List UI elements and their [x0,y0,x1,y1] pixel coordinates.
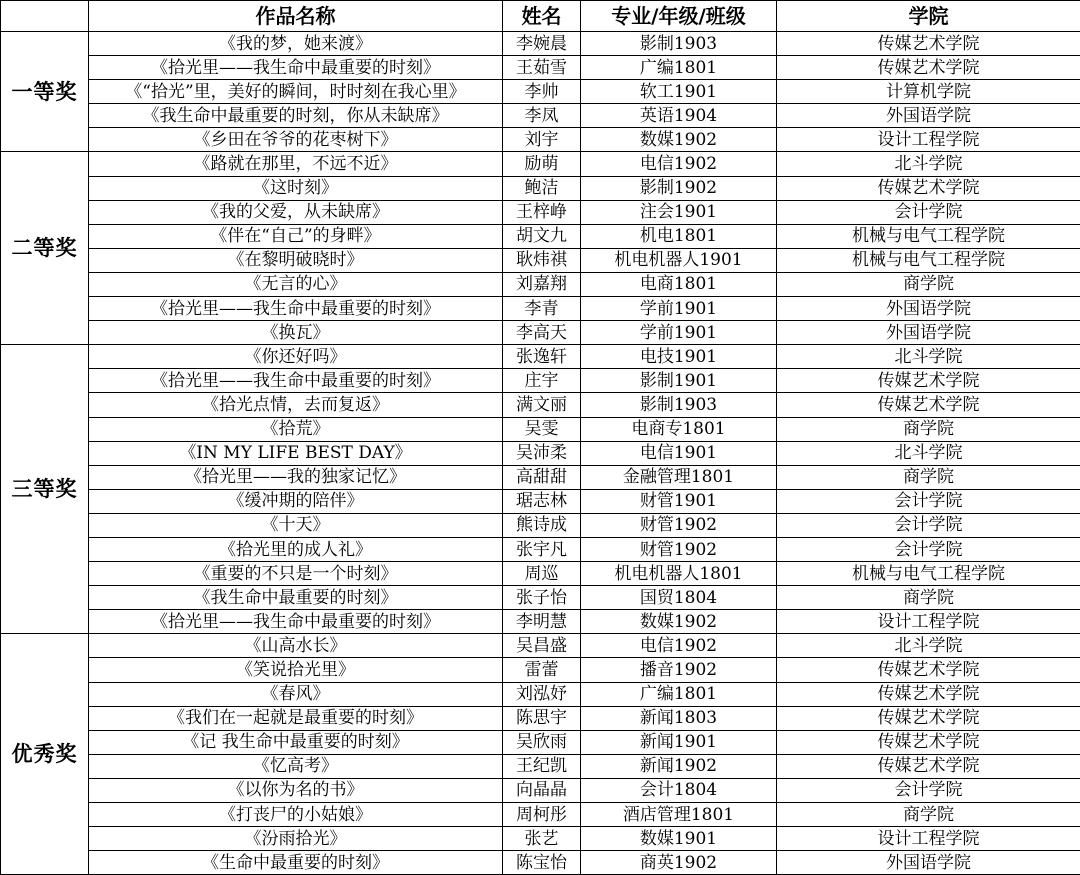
work-title-cell: 《拾光里——我生命中最重要的时刻》 [89,610,503,634]
table-row [1,682,1080,706]
work-title-cell: 《你还好吗》 [89,345,503,369]
work-title-cell: 《拾光里——我的独家记忆》 [89,465,503,489]
class-cell: 商英1902 [581,851,777,875]
work-title-cell: 《我的父爱，从未缺席》 [89,200,503,224]
class-cell: 电信1902 [581,152,777,176]
work-title-cell: 《“拾光”里，美好的瞬间，时时刻在我心里》 [89,80,503,104]
work-title-cell: 《在黎明破晓时》 [89,248,503,272]
table-row [1,513,1080,537]
class-cell: 金融管理1801 [581,465,777,489]
table-row [1,610,1080,634]
author-name-cell: 李帅 [503,80,581,104]
author-name-cell: 高甜甜 [503,465,581,489]
college-cell: 商学院 [777,803,1080,827]
table-row [1,851,1080,875]
table-row [1,200,1080,224]
table-row [1,489,1080,513]
class-cell: 影制1901 [581,369,777,393]
table-row [1,562,1080,586]
class-cell: 影制1903 [581,393,777,417]
table-row [1,778,1080,802]
college-cell: 会计学院 [777,537,1080,561]
college-cell: 传媒艺术学院 [777,56,1080,80]
class-cell: 广编1801 [581,56,777,80]
college-cell: 外国语学院 [777,851,1080,875]
table-row [1,369,1080,393]
header-prize-blank [1,1,89,32]
table-row [1,706,1080,730]
table-row [1,152,1080,176]
author-name-cell: 耿炜祺 [503,248,581,272]
class-cell: 新闻1803 [581,706,777,730]
author-name-cell: 吴欣雨 [503,730,581,754]
table-row [1,248,1080,272]
class-cell: 机电机器人1801 [581,562,777,586]
work-title-cell: 《记 我生命中最重要的时刻》 [89,730,503,754]
college-cell: 计算机学院 [777,80,1080,104]
work-title-cell: 《我生命中最重要的时刻》 [89,586,503,610]
author-name-cell: 李明慧 [503,610,581,634]
class-cell: 国贸1804 [581,586,777,610]
author-name-cell: 熊诗成 [503,513,581,537]
college-cell: 商学院 [777,272,1080,296]
author-name-cell: 雷蕾 [503,658,581,682]
class-cell: 注会1901 [581,200,777,224]
class-cell: 机电1801 [581,224,777,248]
college-cell: 传媒艺术学院 [777,369,1080,393]
work-title-cell: 《乡田在爷爷的花枣树下》 [89,128,503,152]
author-name-cell: 刘泓妤 [503,682,581,706]
header-work-title: 作品名称 [89,1,503,32]
work-title-cell: 《路就在那里，不远不近》 [89,152,503,176]
work-title-cell: 《IN MY LIFE BEST DAY》 [89,441,503,465]
author-name-cell: 李青 [503,297,581,321]
class-cell: 机电机器人1901 [581,248,777,272]
college-cell: 传媒艺术学院 [777,658,1080,682]
author-name-cell: 满文丽 [503,393,581,417]
class-cell: 电信1901 [581,441,777,465]
author-name-cell: 张逸轩 [503,345,581,369]
table-row [1,465,1080,489]
work-title-cell: 《重要的不只是一个时刻》 [89,562,503,586]
college-cell: 传媒艺术学院 [777,682,1080,706]
college-cell: 设计工程学院 [777,610,1080,634]
author-name-cell: 张子怡 [503,586,581,610]
table-row [1,827,1080,851]
college-cell: 传媒艺术学院 [777,706,1080,730]
class-cell: 学前1901 [581,321,777,345]
work-title-cell: 《无言的心》 [89,272,503,296]
author-name-cell: 陈思宇 [503,706,581,730]
table-row [1,441,1080,465]
author-name-cell: 刘嘉翔 [503,272,581,296]
college-cell: 会计学院 [777,200,1080,224]
author-name-cell: 吴雯 [503,417,581,441]
prize-level-cell: 优秀奖 [1,634,89,875]
college-cell: 北斗学院 [777,634,1080,658]
work-title-cell: 《缓冲期的陪伴》 [89,489,503,513]
prize-level-cell: 三等奖 [1,345,89,634]
table-row [1,634,1080,658]
college-cell: 会计学院 [777,489,1080,513]
college-cell: 外国语学院 [777,321,1080,345]
author-name-cell: 吴沛柔 [503,441,581,465]
header-row [1,1,1080,32]
author-name-cell: 周柯彤 [503,803,581,827]
work-title-cell: 《忆高考》 [89,754,503,778]
table-row [1,176,1080,200]
college-cell: 外国语学院 [777,297,1080,321]
table-row [1,32,1080,56]
class-cell: 数媒1902 [581,610,777,634]
table-row [1,803,1080,827]
table-row [1,56,1080,80]
college-cell: 北斗学院 [777,152,1080,176]
college-cell: 北斗学院 [777,441,1080,465]
class-cell: 电商1801 [581,272,777,296]
work-title-cell: 《这时刻》 [89,176,503,200]
work-title-cell: 《伴在“自己”的身畔》 [89,224,503,248]
college-cell: 设计工程学院 [777,128,1080,152]
class-cell: 影制1903 [581,32,777,56]
table-row [1,321,1080,345]
author-name-cell: 陈宝怡 [503,851,581,875]
class-cell: 播音1902 [581,658,777,682]
class-cell: 新闻1902 [581,754,777,778]
table-row [1,730,1080,754]
class-cell: 会计1804 [581,778,777,802]
class-cell: 酒店管理1801 [581,803,777,827]
author-name-cell: 李凤 [503,104,581,128]
work-title-cell: 《拾光里的成人礼》 [89,537,503,561]
class-cell: 财管1902 [581,513,777,537]
class-cell: 财管1902 [581,537,777,561]
table-row [1,224,1080,248]
author-name-cell: 李婉晨 [503,32,581,56]
author-name-cell: 琚志林 [503,489,581,513]
table-row [1,658,1080,682]
college-cell: 北斗学院 [777,345,1080,369]
college-cell: 商学院 [777,586,1080,610]
work-title-cell: 《拾荒》 [89,417,503,441]
work-title-cell: 《生命中最重要的时刻》 [89,851,503,875]
table-row [1,754,1080,778]
author-name-cell: 王纪凯 [503,754,581,778]
college-cell: 商学院 [777,465,1080,489]
work-title-cell: 《山高水长》 [89,634,503,658]
author-name-cell: 张宇凡 [503,537,581,561]
class-cell: 软工1901 [581,80,777,104]
table-row [1,104,1080,128]
work-title-cell: 《笑说拾光里》 [89,658,503,682]
college-cell: 外国语学院 [777,104,1080,128]
author-name-cell: 刘宇 [503,128,581,152]
work-title-cell: 《以你为名的书》 [89,778,503,802]
college-cell: 传媒艺术学院 [777,730,1080,754]
author-name-cell: 李高天 [503,321,581,345]
author-name-cell: 张艺 [503,827,581,851]
header-class: 专业/年级/班级 [581,1,777,32]
table-row [1,80,1080,104]
college-cell: 商学院 [777,417,1080,441]
class-cell: 学前1901 [581,297,777,321]
table-row [1,297,1080,321]
author-name-cell: 周巡 [503,562,581,586]
header-name: 姓名 [503,1,581,32]
work-title-cell: 《春风》 [89,682,503,706]
author-name-cell: 王茹雪 [503,56,581,80]
table-row [1,128,1080,152]
class-cell: 英语1904 [581,104,777,128]
author-name-cell: 庄宇 [503,369,581,393]
work-title-cell: 《拾光里——我生命中最重要的时刻》 [89,369,503,393]
college-cell: 机械与电气工程学院 [777,562,1080,586]
work-title-cell: 《我的梦，她来渡》 [89,32,503,56]
class-cell: 电技1901 [581,345,777,369]
class-cell: 财管1901 [581,489,777,513]
work-title-cell: 《拾光里——我生命中最重要的时刻》 [89,297,503,321]
work-title-cell: 《汾雨拾光》 [89,827,503,851]
college-cell: 设计工程学院 [777,827,1080,851]
table-row [1,345,1080,369]
class-cell: 数媒1901 [581,827,777,851]
college-cell: 传媒艺术学院 [777,393,1080,417]
college-cell: 会计学院 [777,513,1080,537]
college-cell: 传媒艺术学院 [777,754,1080,778]
work-title-cell: 《我生命中最重要的时刻，你从未缺席》 [89,104,503,128]
prize-level-cell: 二等奖 [1,152,89,345]
college-cell: 机械与电气工程学院 [777,224,1080,248]
class-cell: 数媒1902 [581,128,777,152]
author-name-cell: 王梓峥 [503,200,581,224]
college-cell: 传媒艺术学院 [777,32,1080,56]
class-cell: 广编1801 [581,682,777,706]
work-title-cell: 《我们在一起就是最重要的时刻》 [89,706,503,730]
prize-level-cell: 一等奖 [1,32,89,152]
work-title-cell: 《十天》 [89,513,503,537]
class-cell: 新闻1901 [581,730,777,754]
college-cell: 传媒艺术学院 [777,176,1080,200]
header-college: 学院 [777,1,1080,32]
table-row [1,417,1080,441]
class-cell: 电商专1801 [581,417,777,441]
author-name-cell: 向晶晶 [503,778,581,802]
table-row [1,537,1080,561]
work-title-cell: 《换瓦》 [89,321,503,345]
author-name-cell: 励萌 [503,152,581,176]
college-cell: 机械与电气工程学院 [777,248,1080,272]
class-cell: 电信1902 [581,634,777,658]
work-title-cell: 《拾光里——我生命中最重要的时刻》 [89,56,503,80]
author-name-cell: 吴昌盛 [503,634,581,658]
college-cell: 会计学院 [777,778,1080,802]
table-row [1,393,1080,417]
table-row [1,272,1080,296]
table-body [1,32,1080,875]
table-row [1,586,1080,610]
author-name-cell: 胡文九 [503,224,581,248]
author-name-cell: 鲍洁 [503,176,581,200]
work-title-cell: 《拾光点情，去而复返》 [89,393,503,417]
class-cell: 影制1902 [581,176,777,200]
work-title-cell: 《打丧尸的小姑娘》 [89,803,503,827]
